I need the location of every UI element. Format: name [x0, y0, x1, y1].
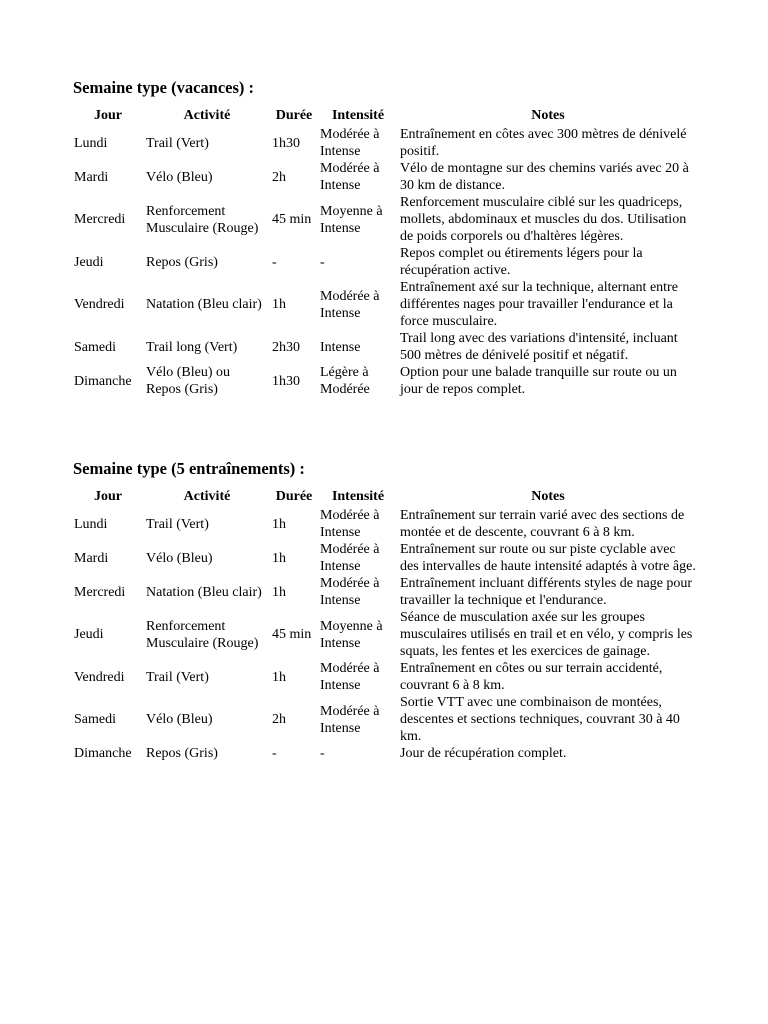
column-header-intensite: Intensité	[331, 107, 385, 123]
column-header-activite: Activité	[183, 107, 231, 123]
cell-duree: -	[272, 254, 277, 270]
cell-duree: 1h	[272, 669, 286, 685]
cell-jour: Jeudi	[74, 627, 104, 642]
cell-intensite: Modérée à Intense	[320, 508, 380, 540]
table-row	[72, 330, 698, 364]
cell-duree: 45 min	[272, 627, 312, 642]
table-row	[72, 694, 698, 745]
cell-activite: Natation (Bleu clair)	[146, 584, 262, 600]
cell-notes: Entraînement incluant différents styles de nage pour travailler la technique et l'endurance.	[400, 576, 693, 608]
column-header-activite: Activité	[183, 488, 231, 504]
cell-intensite: Modérée à Intense	[320, 661, 380, 693]
schedule-table-5-entrainements	[72, 485, 698, 762]
column-header-notes: Notes	[531, 107, 565, 123]
cell-jour: Samedi	[74, 712, 116, 727]
cell-intensite: Modérée à Intense	[320, 542, 380, 574]
cell-activite: Vélo (Bleu)	[146, 550, 213, 566]
cell-activite: Vélo (Bleu) ou Repos (Gris)	[146, 365, 230, 397]
column-header-notes: Notes	[531, 488, 565, 504]
cell-notes: Sortie VTT avec une combinaison de montées, descentes et sections techniques, couvrant 30 à 40 km.	[400, 695, 680, 744]
cell-notes: Option pour une balade tranquille sur route ou un jour de repos complet.	[400, 365, 677, 397]
cell-jour: Vendredi	[74, 669, 125, 685]
cell-activite: Trail (Vert)	[146, 669, 209, 685]
cell-activite: Natation (Bleu clair)	[146, 297, 262, 312]
cell-activite: Repos (Gris)	[146, 254, 218, 270]
cell-jour: Lundi	[74, 135, 108, 151]
cell-notes: Entraînement sur terrain varié avec des sections de montée et de descente, couvrant 6 à 8 km.	[400, 508, 685, 540]
column-header-duree: Durée	[275, 488, 313, 504]
cell-intensite: Modérée à Intense	[320, 127, 380, 159]
table-row	[72, 745, 698, 762]
cell-duree: 1h	[272, 584, 286, 600]
cell-notes: Entraînement en côtes ou sur terrain accidenté, couvrant 6 à 8 km.	[400, 661, 663, 693]
cell-intensite: Modérée à Intense	[320, 576, 380, 608]
cell-jour: Mercredi	[74, 212, 126, 227]
cell-duree: -	[272, 746, 277, 761]
cell-notes: Repos complet ou étirements légers pour la récupération active.	[400, 246, 643, 278]
cell-activite: Renforcement Musculaire (Rouge)	[146, 203, 259, 236]
table-row	[72, 194, 698, 245]
cell-duree: 2h30	[272, 339, 300, 355]
cell-intensite: Modérée à Intense	[320, 161, 380, 193]
cell-notes: Entraînement en côtes avec 300 mètres de dénivelé positif.	[400, 127, 687, 159]
table-row	[72, 364, 698, 398]
column-header-intensite: Intensité	[331, 488, 385, 504]
table-header-row	[72, 104, 698, 126]
table-row	[72, 160, 698, 194]
cell-intensite: Modérée à Intense	[320, 288, 380, 321]
cell-jour: Samedi	[74, 339, 116, 355]
cell-activite: Vélo (Bleu)	[146, 712, 213, 727]
cell-intensite: -	[320, 746, 325, 761]
cell-notes: Renforcement musculaire ciblé sur les quadriceps, mollets, abdominaux et muscles du dos. Utilisation de poids corporels ou d'haltères légères.	[400, 195, 687, 244]
table-row	[72, 541, 698, 575]
cell-jour: Dimanche	[74, 746, 132, 761]
cell-notes: Entraînement sur route ou sur piste cyclable avec des intervalles de haute intensité adaptés à votre âge.	[400, 542, 696, 574]
cell-duree: 45 min	[272, 212, 312, 227]
schedule-table-vacances	[72, 104, 698, 398]
cell-activite: Trail long (Vert)	[146, 339, 238, 355]
column-header-duree: Durée	[275, 107, 313, 123]
table-header-row	[72, 485, 698, 507]
cell-jour: Mardi	[74, 550, 109, 566]
section-title-5-entrainements: Semaine type (5 entraînements) :	[73, 459, 305, 478]
cell-duree: 1h	[272, 297, 286, 312]
cell-notes: Jour de récupération complet.	[400, 746, 567, 761]
cell-activite: Trail (Vert)	[146, 516, 209, 532]
table-row	[72, 507, 698, 541]
table-row	[72, 245, 698, 279]
cell-duree: 1h	[272, 516, 286, 532]
cell-duree: 1h30	[272, 373, 300, 389]
table-row	[72, 575, 698, 609]
cell-jour: Vendredi	[74, 297, 125, 312]
cell-activite: Vélo (Bleu)	[146, 169, 213, 185]
cell-jour: Dimanche	[74, 373, 132, 389]
cell-intensite: Moyenne à Intense	[320, 618, 383, 651]
cell-intensite: Légère à Modérée	[320, 365, 370, 397]
table-row	[72, 609, 698, 660]
cell-duree: 1h	[272, 550, 286, 566]
column-header-jour: Jour	[94, 488, 122, 504]
cell-jour: Mardi	[74, 169, 109, 185]
table-row	[72, 660, 698, 694]
cell-intensite: Modérée à Intense	[320, 703, 380, 736]
column-header-jour: Jour	[94, 107, 122, 123]
cell-notes: Vélo de montagne sur des chemins variés avec 20 à 30 km de distance.	[400, 161, 689, 193]
table-row	[72, 126, 698, 160]
cell-notes: Entraînement axé sur la technique, alternant entre différentes nages pour travailler l'endurance et la force musculaire.	[400, 280, 678, 329]
table-row	[72, 279, 698, 330]
cell-notes: Séance de musculation axée sur les groupes musculaires utilisés en trail et en vélo, y compris les squats, les fentes et les exercices de gainage.	[400, 610, 693, 659]
section-title-vacances: Semaine type (vacances) :	[73, 78, 255, 97]
cell-jour: Mercredi	[74, 584, 126, 600]
cell-notes: Trail long avec des variations d'intensité, incluant 500 mètres de dénivelé positif et négatif.	[400, 331, 678, 363]
cell-jour: Jeudi	[74, 254, 104, 270]
cell-activite: Renforcement Musculaire (Rouge)	[146, 618, 259, 651]
cell-intensite: -	[320, 254, 325, 270]
cell-intensite: Moyenne à Intense	[320, 203, 383, 236]
cell-intensite: Intense	[320, 339, 361, 355]
cell-duree: 1h30	[272, 135, 300, 151]
cell-duree: 2h	[272, 169, 286, 185]
cell-activite: Repos (Gris)	[146, 746, 218, 761]
cell-jour: Lundi	[74, 516, 108, 532]
cell-activite: Trail (Vert)	[146, 135, 209, 151]
cell-duree: 2h	[272, 712, 286, 727]
